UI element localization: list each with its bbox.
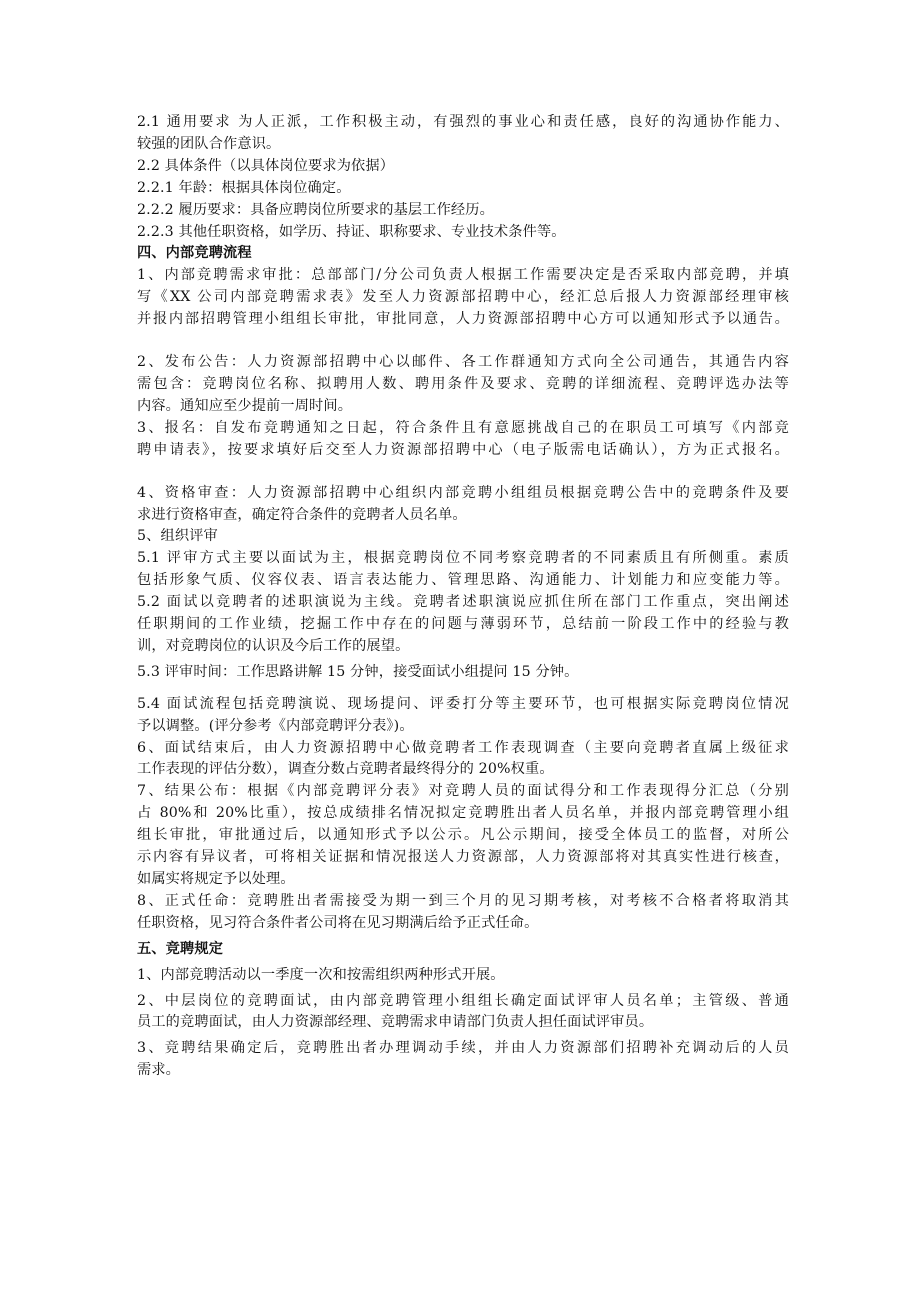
text-line: 4、资格审查：人力资源部招聘中心组织内部竞聘小组组员根据竞聘公告中的竞聘条件及要 [137, 484, 789, 501]
text-line: 5、组织评审 [137, 528, 218, 545]
text-line: 如属实将规定予以处理。 [137, 871, 295, 887]
text-line: 任职期间的工作业绩，挖掘工作中存在的问题与薄弱环节，总结前一阶段工作中的经验与教 [137, 616, 789, 633]
text-line: 聘申请表》，按要求填好后交至人力资源部招聘中心（电子版需电话确认），方为正式报名。 [137, 441, 789, 458]
text-line: 2、中层岗位的竞聘面试，由内部竞聘管理小组组长确定面试评审人员名单；主管级、普通 [137, 992, 789, 1009]
text-line: 5.1 评审方式主要以面试为主，根据竞聘岗位不同考察竞聘者的不同素质且有所侧重。素质 [137, 550, 789, 567]
text-line: 6、面试结束后，由人力资源招聘中心做竞聘者工作表现调查（主要向竞聘者直属上级征求 [137, 739, 789, 756]
text-line: 并报内部招聘管理小组组长审批，审批同意，人力资源部招聘中心方可以通知形式予以通告。 [137, 311, 789, 328]
text-line: 工作表现的评估分数），调查分数占竞聘者最终得分的 20%权重。 [137, 761, 554, 778]
section-heading: 五、竞聘规定 [137, 940, 224, 957]
text-line: 5.2 面试以竞聘者的述职演说为主线。竞聘者述职演说应抓住所在部门工作重点，突出阐述 [137, 594, 789, 611]
text-line: 5.3 评审时间：工作思路讲解 15 分钟，接受面试小组提问 15 分钟。 [137, 663, 579, 680]
text-line: 2.2 具体条件（以具体岗位要求为依据） [137, 157, 395, 174]
text-line: 1、内部竞聘需求审批：总部部门/分公司负责人根据工作需要决定是否采取内部竞聘，并填 [137, 267, 789, 284]
text-line: 8、正式任命：竞聘胜出者需接受为期一到三个月的见习期考核，对考核不合格者将取消其 [137, 892, 789, 909]
text-line: 2.2.1 年龄：根据具体岗位确定。 [137, 179, 351, 196]
text-line: 1、内部竞聘活动以一季度一次和按需组织两种形式开展。 [137, 966, 505, 983]
document-body [137, 112, 789, 1082]
text-line: 5.4 面试流程包括竞聘演说、现场提问、评委打分等主要环节，也可根据实际竞聘岗位情况 [137, 695, 789, 712]
text-line: 7、结果公布：根据《内部竞聘评分表》对竞聘人员的面试得分和工作表现得分汇总（分别 [137, 783, 789, 800]
text-line: 2、发布公告：人力资源部招聘中心以邮件、各工作群通知方式向全公司通告，其通告内容 [137, 354, 789, 371]
text-line: 3、竞聘结果确定后，竞聘胜出者办理调动手续，并由人力资源部们招聘补充调动后的人员 [137, 1040, 789, 1057]
text-line: 需包含：竞聘岗位名称、拟聘用人数、聘用条件及要求、竞聘的详细流程、竞聘评选办法等 [137, 375, 789, 392]
text-line: 示内容有异议者，可将相关证据和情况报送人力资源部，人力资源部将对其真实性进行核查， [137, 849, 789, 866]
text-line: 需求。 [137, 1062, 181, 1079]
text-line: 写《XX 公司内部竞聘需求表》发至人力资源部招聘中心，经汇总后报人力资源部经理审核 [137, 289, 789, 306]
section-heading: 四、内部竞聘流程 [137, 245, 252, 262]
text-line: 2.2.3 其他任职资格，如学历、持证、职称要求、专业技术条件等。 [137, 223, 566, 240]
paragraph-spacer [137, 684, 789, 694]
text-line: 占 80%和 20%比重），按总成绩排名情况拟定竞聘胜出者人员名单，并报内部竞聘管理小组 [137, 805, 789, 822]
text-line: 求进行资格审查，确定符合条件的竞聘者人员名单。 [137, 506, 467, 523]
text-line: 训，对竞聘岗位的认识及今后工作的展望。 [137, 637, 410, 654]
text-line: 2.1 通用要求 为人正派，工作积极主动，有强烈的事业心和责任感，良好的沟通协作能力、 [137, 114, 789, 130]
text-line: 员工的竞聘面试，由人力资源部经理、竞聘需求申请部门负责人担任面试评审员。 [137, 1014, 654, 1031]
text-line: 较强的团队合作意识。 [137, 135, 281, 152]
paragraph-spacer [137, 331, 789, 352]
text-line: 组长审批，审批通过后，以通知形式予以公示。凡公示期间，接受全体员工的监督，对所公 [137, 827, 789, 844]
text-line: 予以调整。(评分参考《内部竞聘评分表》)。 [137, 717, 414, 734]
text-line: 2.2.2 履历要求：具备应聘岗位所要求的基层工作经历。 [137, 201, 494, 218]
text-line: 3、报名：自发布竞聘通知之日起，符合条件且有意愿挑战自己的在职员工可填写《内部竞 [137, 419, 789, 436]
paragraph-spacer [137, 462, 789, 483]
text-line: 任职资格，见习符合条件者公司将在见习期满后给予正式任命。 [137, 914, 539, 931]
text-line: 内容。通知应至少提前一周时间。 [137, 397, 353, 414]
text-line: 包括形象气质、仪容仪表、语言表达能力、管理思路、沟通能力、计划能力和应变能力等。 [137, 572, 789, 589]
